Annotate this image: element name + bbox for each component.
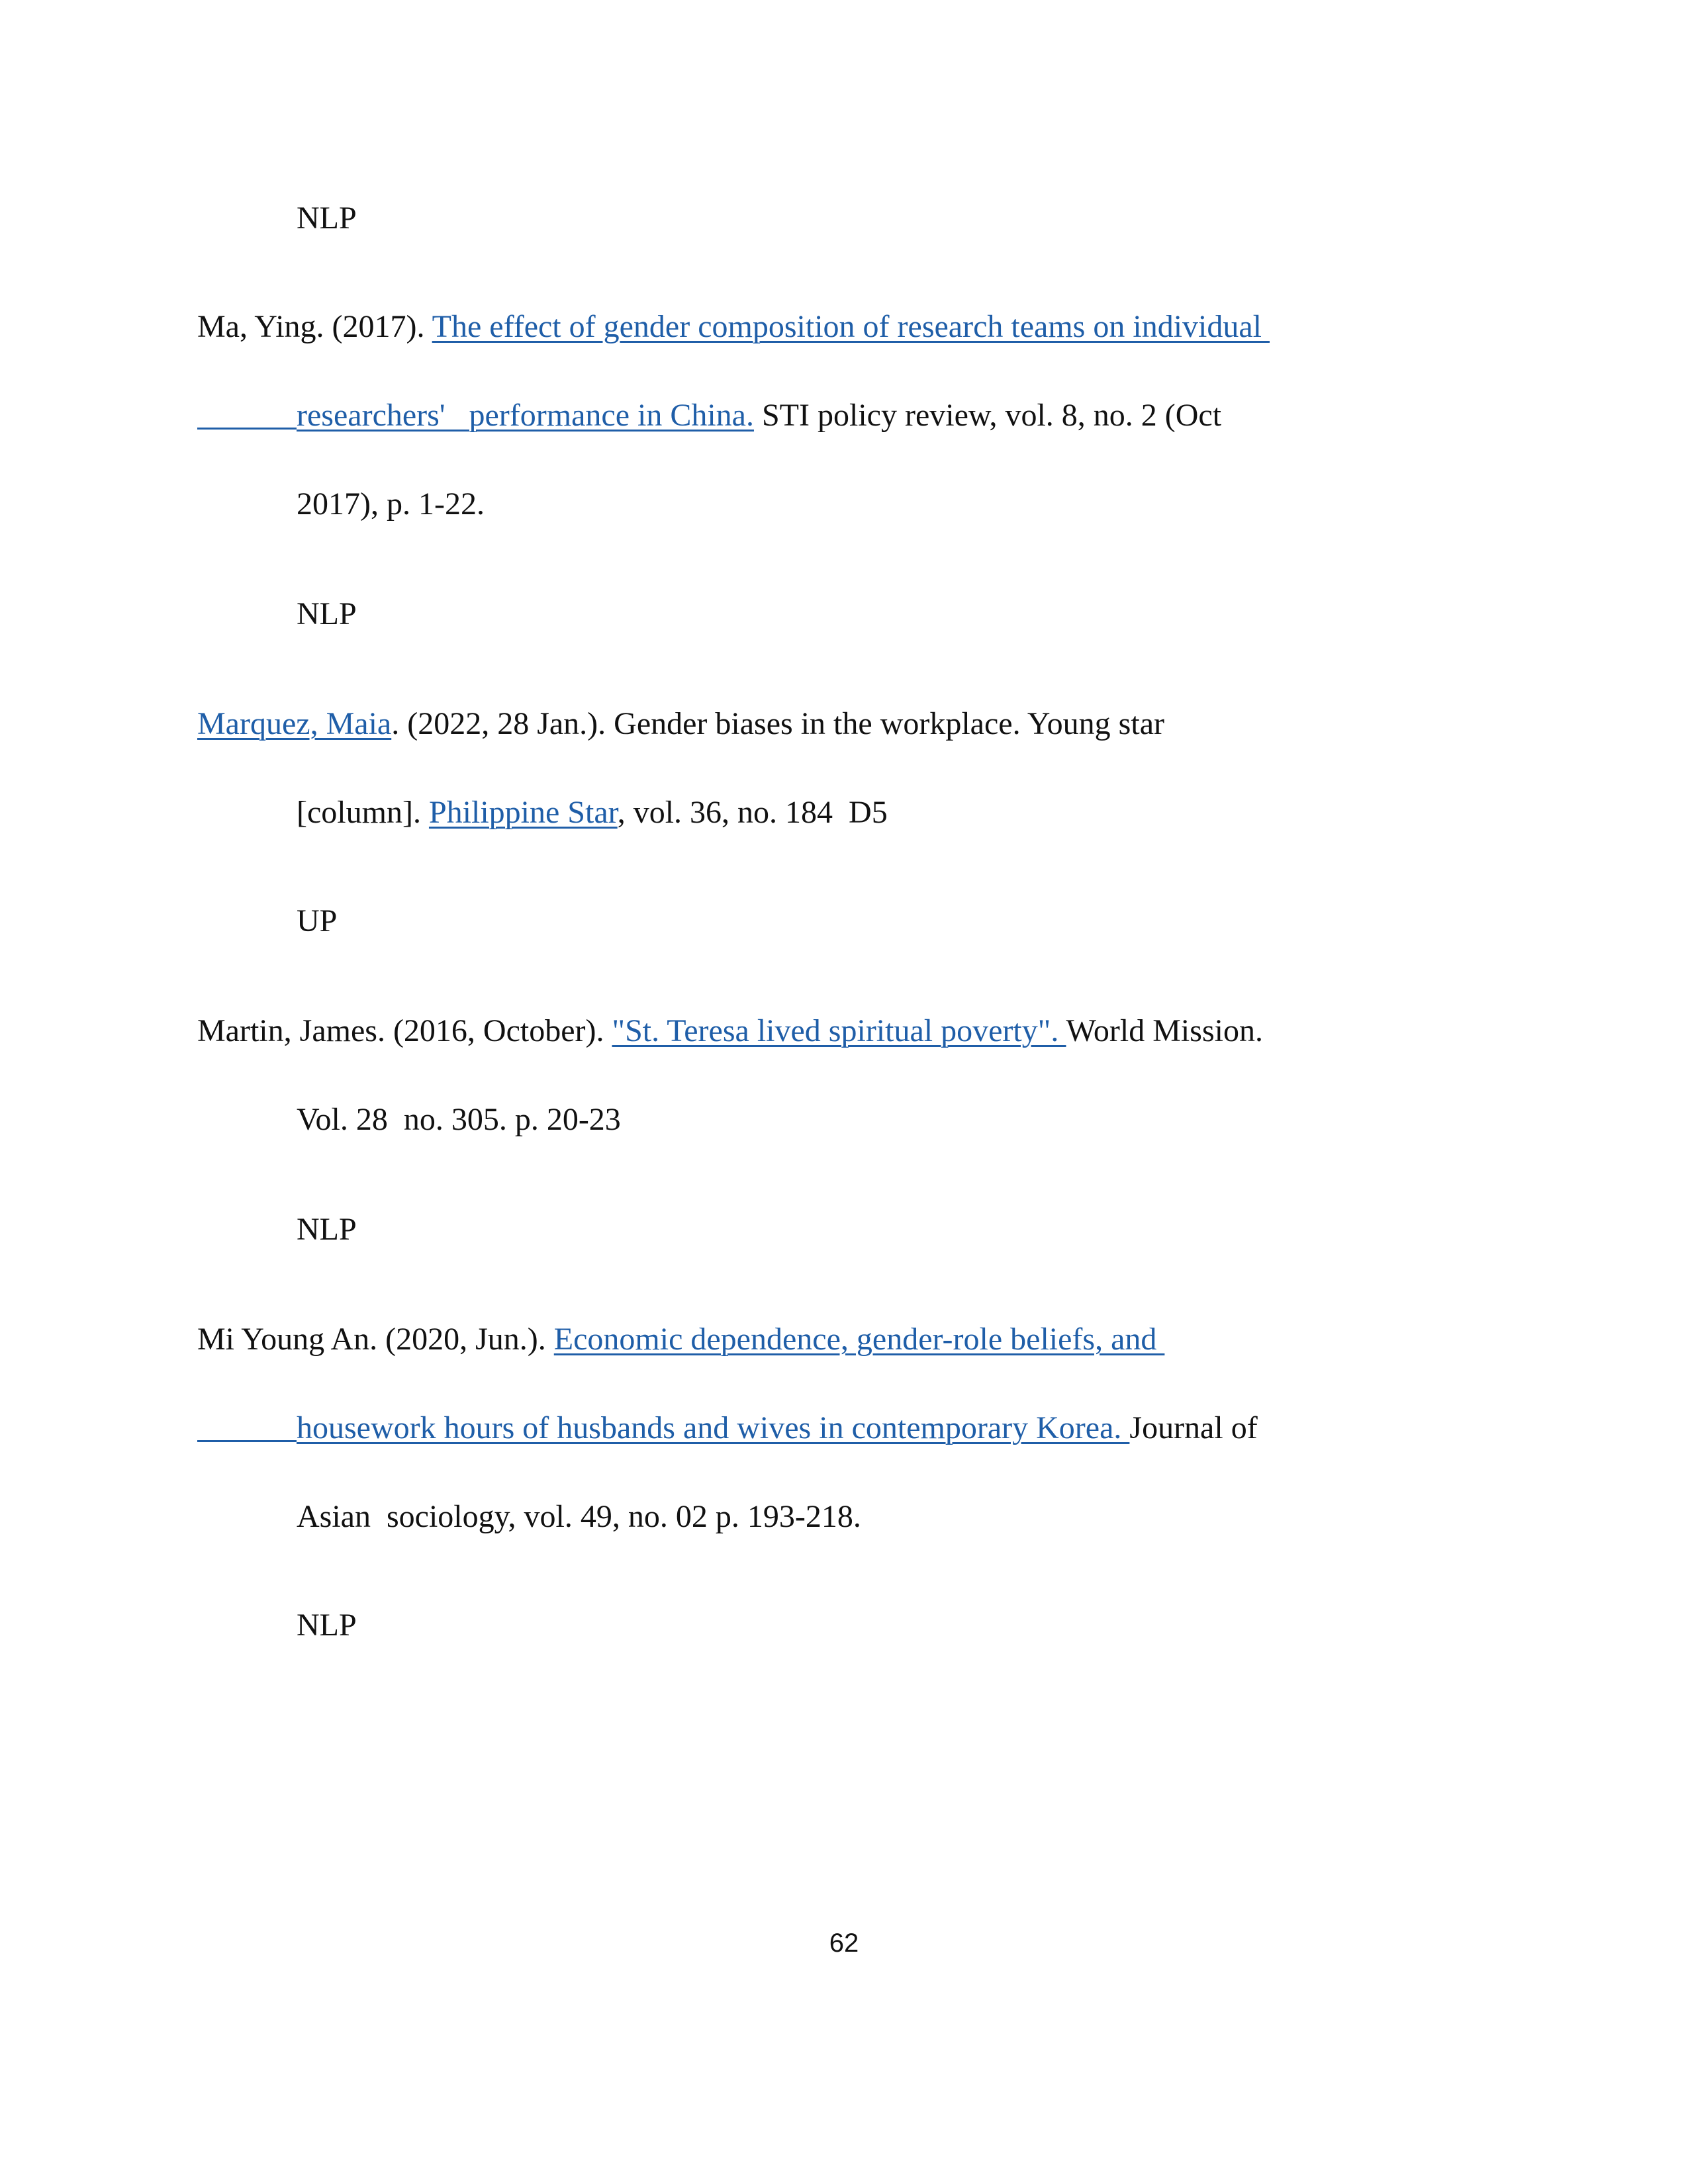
reference-title-link[interactable]: housework hours of husbands and wives in contemporary Korea. xyxy=(297,1410,1130,1445)
reference-author: Martin, James. (2016, October). xyxy=(197,1013,612,1048)
reference-entry-ma xyxy=(197,308,1270,345)
reference-source: World Mission. xyxy=(1066,1013,1263,1048)
entry-location: NLP xyxy=(297,596,357,631)
reference-continuation: 2017), p. 1-22. xyxy=(297,486,485,522)
link-underline-indent xyxy=(197,397,297,430)
entry-location: UP xyxy=(297,903,338,938)
reference-continuation: Asian sociology, vol. 49, no. 02 p. 193-218. xyxy=(297,1499,861,1534)
reference-entry-marquez xyxy=(197,705,1164,743)
reference-title-link[interactable]: The effect of gender composition of research teams on individual xyxy=(432,309,1270,344)
reference-continuation: Vol. 28 no. 305. p. 20-23 xyxy=(297,1102,621,1137)
reference-title-link[interactable]: researchers' performance in China. xyxy=(297,398,754,433)
reference-author-link[interactable]: Marquez, Maia xyxy=(197,706,392,741)
reference-title-link[interactable]: "St. Teresa lived spiritual poverty". xyxy=(612,1013,1066,1048)
reference-author: Ma, Ying. (2017). xyxy=(197,309,432,344)
reference-author: Mi Young An. (2020, Jun.). xyxy=(197,1322,554,1357)
entry-location: NLP xyxy=(297,201,357,236)
reference-title-link[interactable]: Economic dependence, gender-role beliefs, and xyxy=(553,1322,1165,1357)
reference-entry-martin xyxy=(197,1013,1263,1050)
reference-continuation xyxy=(297,794,888,831)
entry-location: NLP xyxy=(297,1608,357,1643)
link-underline-indent xyxy=(197,1410,297,1442)
reference-continuation xyxy=(297,1410,1258,1447)
reference-continuation xyxy=(297,397,1221,434)
reference-details: . (2022, 28 Jan.). Gender biases in the workplace. Young star xyxy=(391,706,1164,741)
reference-details: , vol. 36, no. 184 D5 xyxy=(617,795,888,830)
publication-link[interactable]: Philippine Star xyxy=(428,795,618,830)
reference-entry-an xyxy=(197,1321,1164,1358)
reference-source: Journal of xyxy=(1129,1410,1258,1445)
reference-text: [column]. xyxy=(297,795,429,830)
reference-source: STI policy review, vol. 8, no. 2 (Oct xyxy=(753,398,1222,433)
entry-location: NLP xyxy=(297,1212,357,1247)
page-number: 62 xyxy=(829,1929,859,1958)
